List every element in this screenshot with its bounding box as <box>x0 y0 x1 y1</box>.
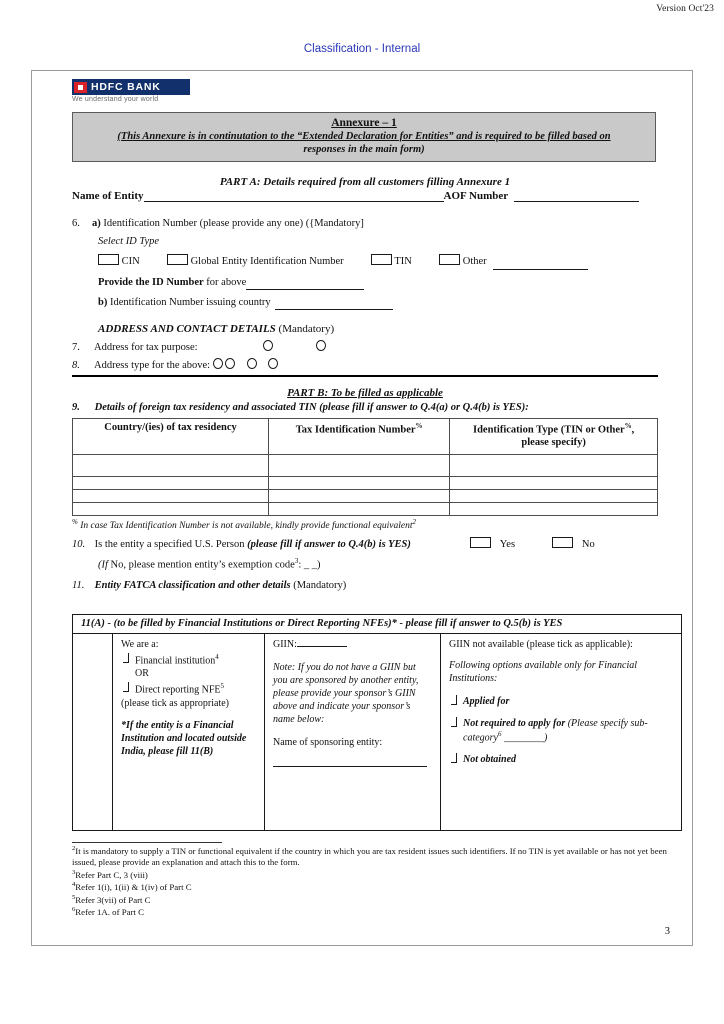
we-are-a-label: We are a: <box>121 639 159 650</box>
radio-residential[interactable] <box>225 358 235 369</box>
footnote-sup: 5 <box>72 893 76 901</box>
annexure-subtitle-line2: responses in the main form) <box>303 144 425 156</box>
label-tin: TIN <box>394 256 412 268</box>
footnote-text: It is mandatory to supply a TIN or functional equivalent if the country in which you are tax resident issues such identifiers. If no TIN is yet available or has not yet been issued, please provide an explanation and attach this to the form. <box>72 845 667 868</box>
label-not-required-sup: 6 <box>498 730 502 738</box>
q7-label: Address for tax purpose: <box>94 342 198 353</box>
entity-name-input[interactable] <box>144 201 444 202</box>
option-direct-reporting-nfe[interactable] <box>121 682 258 696</box>
table-footnote-text: In case Tax Identification Number is not available, kindly provide functional equivalent <box>80 521 413 532</box>
checkbox-us-person-no[interactable] <box>552 537 573 548</box>
checkbox-other[interactable] <box>439 254 460 265</box>
radio-registered-office[interactable] <box>268 358 278 369</box>
address-heading <box>98 323 658 335</box>
giin-sponsor-note: Note: If you do not have a GIIN but you are sponsored by another entity, please provide your sponsor’s GIIN above and indicate your sponsor’s name below: <box>273 662 419 725</box>
question-7 <box>72 340 658 355</box>
giin-label: GIIN: <box>273 639 297 650</box>
checkbox-applied-for-icon[interactable] <box>449 695 458 706</box>
document-page <box>31 70 693 946</box>
q10-row <box>72 537 658 552</box>
footnote-text: Refer 1(i), 1(ii) & 1(iv) of Part C <box>75 882 192 893</box>
col-header-tin-sup: % <box>415 422 423 431</box>
select-id-type-label: Select ID Type <box>98 236 160 248</box>
label-financial-institution-sup: 4 <box>215 653 219 661</box>
q8-label: Address type for the above: <box>94 360 211 372</box>
label-direct-reporting-nfe-sup: 5 <box>220 682 225 691</box>
cell-country[interactable] <box>73 454 269 476</box>
q7-number: 7. <box>72 342 80 353</box>
box-11a <box>72 609 682 831</box>
q11-label-rest: (Mandatory) <box>293 579 347 591</box>
footnote-sup: 3 <box>72 868 76 876</box>
label-direct-reporting-nfe <box>135 682 258 696</box>
provide-id-row <box>98 276 658 290</box>
part-a-section <box>72 176 658 202</box>
col-header-country: Country/(ies) of tax residency <box>73 419 269 455</box>
table-header-row <box>73 419 658 455</box>
cell-tin[interactable] <box>268 476 449 489</box>
cell-id-type[interactable] <box>450 476 658 489</box>
q6b-label: b) <box>98 296 108 308</box>
cell-tin[interactable] <box>268 489 449 502</box>
footnote-item <box>72 881 672 894</box>
financial-institution-outside-india-note: *If the entity is a Financial Institution and located outside India, please fill 11(B) <box>121 719 247 757</box>
label-not-required-tail: ________) <box>501 732 548 744</box>
footnote-sup: 4 <box>72 881 76 889</box>
cell-tin[interactable] <box>268 502 449 515</box>
box-11a-right-column <box>441 634 681 830</box>
provide-id-label-rest: for above <box>206 276 247 288</box>
col-header-tin-text: Tax Identification Number <box>295 424 416 436</box>
provide-id-input[interactable] <box>246 289 364 290</box>
label-not-obtained: Not obtained <box>463 754 517 766</box>
question-11 <box>72 579 658 593</box>
label-us-person-no: No <box>581 539 595 550</box>
label-us-person-yes: Yes <box>499 539 516 550</box>
address-section <box>72 323 658 377</box>
radio-business[interactable] <box>247 358 257 369</box>
aof-number-label: AOF Number <box>443 190 509 202</box>
q6-heading <box>72 217 658 231</box>
tax-residency-table <box>72 418 658 516</box>
checkbox-financial-institution-icon[interactable] <box>121 653 130 664</box>
annexure-banner <box>72 112 656 162</box>
label-cin: CIN <box>121 256 140 268</box>
radio-same-as-registered[interactable] <box>263 340 273 351</box>
label-not-required-rest: (Please specify sub-category <box>463 718 648 744</box>
radio-residential-or-business[interactable] <box>213 358 223 369</box>
part-b-title: PART B: To be filled as applicable <box>287 387 443 399</box>
checkbox-not-required-icon[interactable] <box>449 717 458 728</box>
q10-condition: (please fill if answer to Q.4(b) is YES) <box>247 539 411 550</box>
sponsoring-entity-label: Name of sponsoring entity: <box>273 737 383 748</box>
col-header-tin <box>268 419 449 455</box>
table-footnote-sup: % <box>72 517 78 526</box>
logo-tagline: We understand your world <box>72 96 159 103</box>
label-global-entity-id: Global Entity Identification Number <box>190 256 344 268</box>
option-financial-institution[interactable] <box>121 653 258 667</box>
q10-exemption-sup: 3 <box>294 557 299 566</box>
label-financial-institution <box>135 653 258 667</box>
giin-input[interactable] <box>297 638 347 647</box>
aof-number-input[interactable] <box>514 201 639 202</box>
box-11a-middle-column <box>265 634 441 830</box>
section-divider <box>72 375 658 377</box>
cell-country[interactable] <box>73 476 269 489</box>
label-applied-for: Applied for <box>463 696 510 707</box>
q10-text: Is the entity a specified U.S. Person <box>94 539 245 550</box>
checkbox-direct-reporting-nfe-icon[interactable] <box>121 682 130 693</box>
checkbox-us-person-yes[interactable] <box>470 537 491 548</box>
box-11a-left-column <box>113 634 265 830</box>
other-id-input[interactable] <box>493 269 588 270</box>
option-applied-for[interactable] <box>449 695 673 708</box>
footnote-sup: 2 <box>72 844 76 852</box>
cell-id-type[interactable] <box>450 489 658 502</box>
classification-label: Classification - Internal <box>303 43 421 55</box>
hdfc-bank-logo <box>72 79 196 103</box>
table-row[interactable] <box>73 454 658 476</box>
table-footnote-ref: 2 <box>412 517 416 526</box>
part-b-section <box>72 387 658 531</box>
q6-label: Identification Number (please provide any one) ({Mandatory] <box>103 218 364 229</box>
q6-sub-label: a) <box>92 218 101 229</box>
footnote-text: Refer 3(vii) of Part C <box>75 894 151 905</box>
part-a-title: PART A: Details required from all customers filling Annexure 1 <box>219 176 511 188</box>
cell-id-type[interactable] <box>450 502 658 515</box>
issuing-country-input[interactable] <box>275 309 393 310</box>
version-label: Version Oct'23 <box>656 4 714 14</box>
footnotes-block <box>72 842 672 919</box>
giin-options-subheading: Following options available only for Financial Institutions: <box>449 660 638 684</box>
checkbox-tin[interactable] <box>371 254 392 265</box>
box-11a-header: 11(A) - (to be filled by Financial Institutions or Direct Reporting NFEs)* - please fill if answer to Q.5(b) is YES <box>73 615 681 634</box>
radio-same-as-mailing[interactable] <box>316 340 326 351</box>
table-row[interactable] <box>73 476 658 489</box>
q11-number: 11. <box>72 579 85 591</box>
footnote-text: Refer Part C, 3 (viii) <box>75 869 148 880</box>
cell-country[interactable] <box>73 502 269 515</box>
q11-label: Entity FATCA classification and other details <box>94 579 291 591</box>
q10-exemption-note <box>98 557 658 573</box>
table-footnote <box>72 518 658 531</box>
footnote-item <box>72 845 672 869</box>
footnote-sup: 6 <box>72 906 76 914</box>
q10-exemption-tail: : _ _) <box>298 559 321 571</box>
q9-number: 9. <box>72 402 80 413</box>
footnote-item <box>72 894 672 907</box>
label-not-required-bold: Not required to apply for <box>463 718 566 729</box>
entity-name-row <box>72 190 658 202</box>
question-9 <box>72 401 658 415</box>
footnote-item <box>72 906 672 919</box>
checkbox-cin[interactable] <box>98 254 119 265</box>
q10-number: 10. <box>72 539 86 550</box>
or-label: OR <box>135 668 149 680</box>
giin-not-available-heading: GIIN not available (please tick as applicable): <box>449 639 633 650</box>
q6b-text: Identification Number issuing country <box>109 296 271 308</box>
q9-label: Details of foreign tax residency and associated TIN (please fill if answer to Q.4(a) or Q.4(b) is YES): <box>94 402 529 413</box>
box-11a-gutter <box>73 634 113 830</box>
cell-country[interactable] <box>73 489 269 502</box>
annexure-subtitle <box>81 130 647 156</box>
footnote-item <box>72 869 672 882</box>
q10-exemption-if: (If <box>98 559 108 571</box>
col-header-id-type: Identification Type (TIN or Other%, please specify) <box>450 419 658 455</box>
address-heading-rest: (Mandatory) <box>278 323 335 335</box>
footnote-separator <box>72 842 222 843</box>
checkbox-global-entity-id[interactable] <box>167 254 188 265</box>
id-type-options-row <box>98 254 658 269</box>
annexure-title: Annexure – 1 <box>331 117 397 129</box>
label-not-required-to-apply <box>463 717 673 744</box>
question-8 <box>72 358 658 373</box>
address-heading-bold: ADDRESS AND CONTACT DETAILS <box>98 323 276 335</box>
annexure-subtitle-line1: (This Annexure is in continutation to the “Extended Declaration for Entities” and is required to be filled based on <box>117 131 611 142</box>
q10-exemption-text: No, please mention entity’s exemption code <box>110 559 295 571</box>
label-financial-institution-text: Financial institution <box>135 655 216 667</box>
label-other: Other <box>462 256 487 268</box>
tick-as-appropriate-note: (please tick as appropriate) <box>121 697 230 709</box>
logo-text: HDFC BANK <box>91 80 161 93</box>
option-not-obtained[interactable] <box>449 753 673 766</box>
giin-field-row <box>273 638 432 651</box>
entity-name-label: Name of Entity <box>72 190 144 202</box>
hdfc-square-icon <box>74 82 87 93</box>
cell-id-type[interactable] <box>450 454 658 476</box>
q6-number: 6. <box>72 218 80 229</box>
sponsoring-entity-input[interactable] <box>273 758 427 767</box>
col-header-id-type-sup: % <box>624 422 632 431</box>
provide-id-label-bold: Provide the ID Number <box>98 276 204 288</box>
table-row[interactable] <box>73 489 658 502</box>
question-6 <box>72 217 658 310</box>
q6b-row <box>98 296 658 310</box>
page-number: 3 <box>664 926 670 937</box>
checkbox-not-obtained-icon[interactable] <box>449 753 458 764</box>
option-not-required-to-apply[interactable] <box>449 717 673 744</box>
footnote-text: Refer 1A. of Part C <box>75 907 144 918</box>
table-row[interactable] <box>73 502 658 515</box>
cell-tin[interactable] <box>268 454 449 476</box>
q8-number: 8. <box>72 360 80 372</box>
question-10 <box>72 537 658 593</box>
label-direct-reporting-nfe-text: Direct reporting NFE <box>135 684 221 696</box>
